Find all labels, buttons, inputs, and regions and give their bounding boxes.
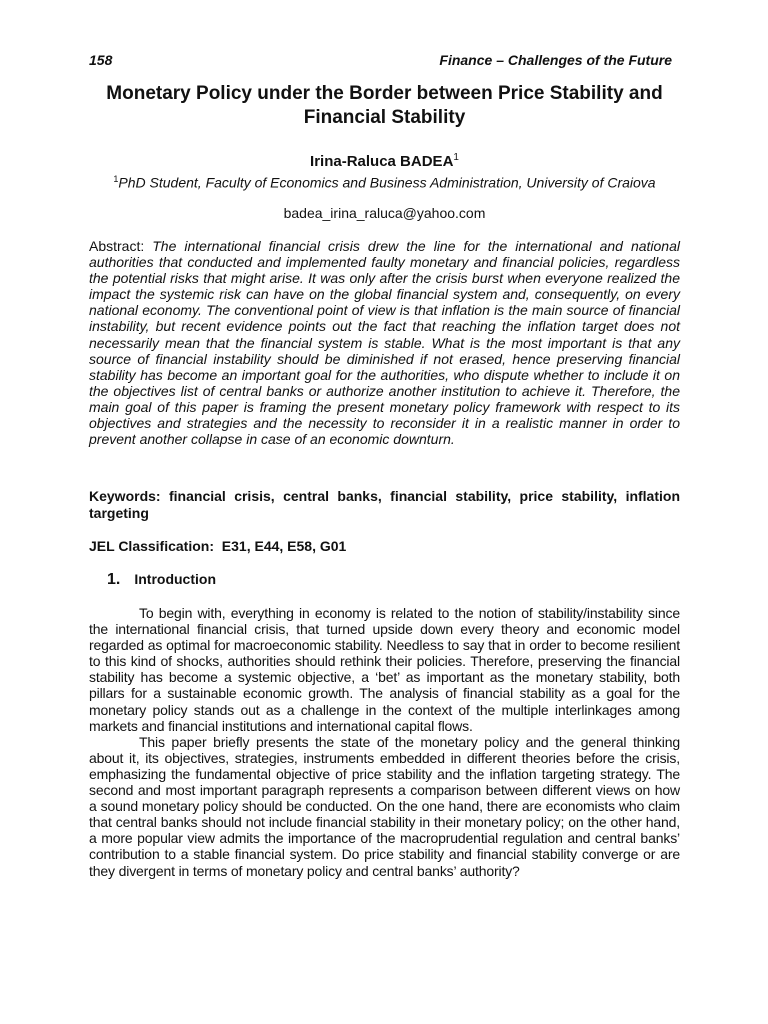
keywords-text: financial crisis, central banks, financial stability, price stability, inflation targeting (89, 488, 680, 521)
affiliation-mark: 1 (113, 174, 119, 184)
keywords-label: Keywords: (89, 488, 161, 504)
keywords (89, 488, 680, 522)
author-email: badea_irina_raluca@yahoo.com (283, 205, 486, 221)
jel-label: JEL Classification: (89, 538, 215, 554)
author-footnote-mark: 1 (453, 152, 459, 163)
running-head (89, 52, 680, 70)
affiliation-text: PhD Student, Faculty of Economics and Business Administration, University of Craiova (118, 174, 656, 191)
paper-title: Monetary Policy under the Border between Price Stability and Financial Stability (106, 83, 663, 128)
author-name: Irina-Raluca BADEA (310, 153, 454, 170)
abstract (89, 238, 680, 447)
paragraph: This paper briefly presents the state of the monetary policy and the general thinking about it, its objectives, strategies, instruments embedded in different theories before the crisis, emphasizing the fundamental objective of price stability and the inflation targeting strategy. The second and most important paragraph represents a comparison between different views on how a sound monetary policy should be conducted. On the one hand, there are economists who claim that central banks should not include financial stability in their monetary policy; on the other hand, a more popular view admits the importance of the macroprudential regulation and central banks’ contribution to a stable financial system. Do price stability and financial stability converge or are they divergent in terms of monetary policy and central banks’ authority? (89, 733, 680, 879)
jel-codes: E31, E44, E58, G01 (221, 538, 347, 554)
introduction-body (89, 605, 680, 879)
paragraph: To begin with, everything in economy is related to the notion of stability/instability since the international financial crisis, that turned upside down every theory and economic model regarded as optimal for macroeconomic stability. Needless to say that in order to become resilient to this kind of shocks, authorities should rethink their policies. Therefore, preserving the financial stability has become a systemic objective, a ‘bet’ as important as the monetary stability, both pillars for a sustainable economic growth. The analysis of financial stability as a goal for the monetary policy stands out as a challenge in the context of the multiple interlinkages among markets and financial institutions and international capital flows. (89, 605, 680, 734)
abstract-text: The international financial crisis drew the line for the international and national authorities that conducted and implemented faulty monetary and financial policies, regardless the potential risks that might arise. It was only after the crisis burst when everyone realized the impact the systemic risk can have on the global financial system and, consequently, on every national economy. The conventional point of view is that inflation is the main source of financial instability, but recent evidence points out the fact that reaching the inflation target does not necessarily mean that the financial system is stable. What is the most important is that any source of financial instability should be diminished if not erased, hence preserving financial stability has become an important goal for the authorities, who dispute whether to include it on the objectives list of central banks or authorize another institution to achieve it. Therefore, the main goal of this paper is framing the present monetary policy framework with respect to its objectives and strategies and the necessity to reconsider it in a realistic manner in order to prevent another collapse in case of an economic downturn. (89, 238, 680, 448)
journal-title: Finance – Challenges of the Future (439, 52, 672, 68)
author-line (89, 152, 680, 170)
section-title: Introduction (134, 571, 216, 587)
page-number: 158 (89, 52, 113, 68)
jel-classification (89, 538, 680, 554)
section-number: 1. (107, 571, 121, 588)
abstract-label: Abstract: (89, 238, 153, 254)
section-heading (107, 571, 216, 589)
author-affiliation (109, 171, 660, 192)
